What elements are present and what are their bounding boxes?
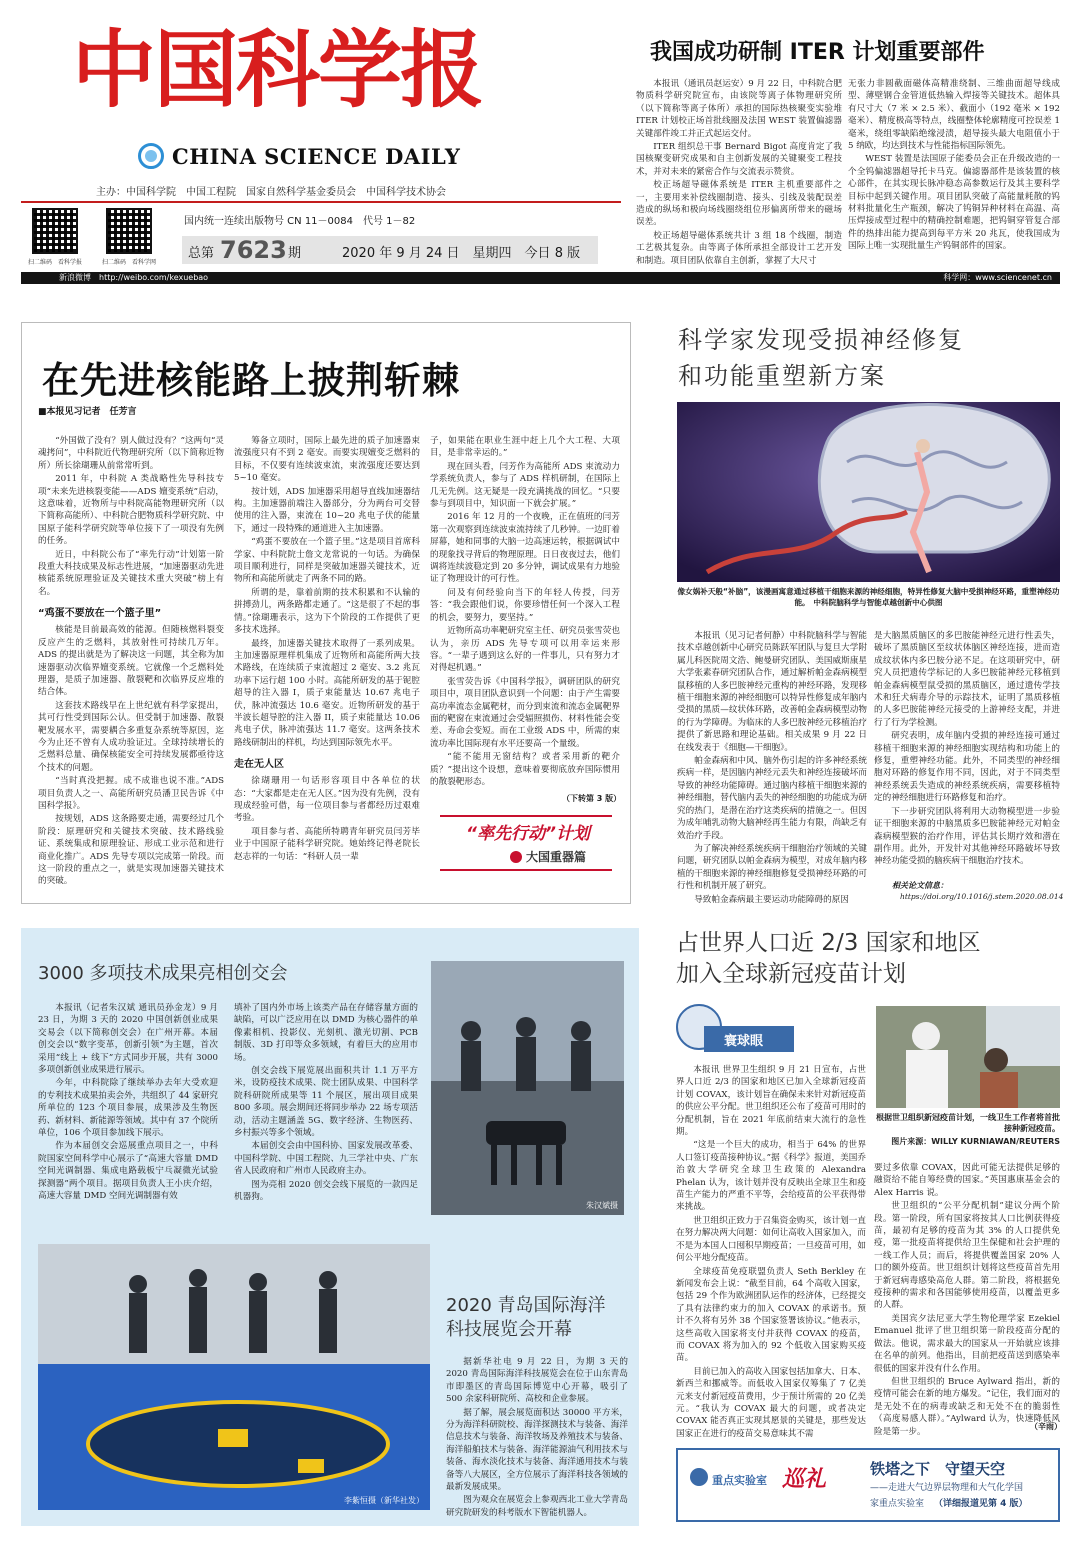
paragraph: 要过多依靠 COVAX，因此可能无法提供足够的融资给不能自筹经费的国家。”英国惠康基金会的 Alex Harris 说。 <box>874 1163 1060 1198</box>
issue-prefix: 总第 <box>188 246 215 261</box>
iter-headline: 我国成功研制 ITER 计划重要部件 <box>650 40 985 65</box>
subheading: 走在无人区 <box>234 759 284 771</box>
paragraph: “这是一个巨大的成功，相当于 64% 的世界人口签订疫苗接种协议。”据《科学》报道，美国乔治敦大学研究全球卫生政策的 Alexandra Phelan 认为，该计划并没有反映出全球卫生和疫苗生产能力的严重不平等，会给疫苗的公平获得带来挑战。 <box>676 1140 866 1213</box>
nerve-headline <box>678 322 964 394</box>
lab-label-tour: 巡礼 <box>782 1466 827 1492</box>
weibo-link[interactable]: 新浪微博 http://weibo.com/kexuebao <box>59 273 209 282</box>
issue-suffix: 期 <box>288 246 302 261</box>
paragraph: 本报讯（见习记者何静）中科院脑科学与智能技术卓越创新中心研究员陈跃军团队与复旦大学附属儿科医院周文浩、鲍曼研究团队、美国威斯康星大学张素春研究团队合作，通过解析帕金森病模型鼠移植的人多巴胺神经元重构的神经环路，发现移植干细胞来源的神经细胞可以特异性修复成年脑内受损的黑质—纹状体环路，改善帕金森病模型动物的行为学障碍。为临床的人多巴胺神经元移植治疗提供了新思路和理论基础。相关成果 9 月 22 日在线发表于《细胞—干细胞》。 <box>677 631 867 753</box>
paragraph: 目前已加入的高收入国家包括加拿大、日本、新西兰和挪威等。而低收入国家仅筹集了 7 亿美元来支付新冠疫苗费用，少于预计所需的 20 亿美元。“我认为 COVAX 最大的问题，或者决定 COVAX 能否真正实现其愿景的关键是，那些发达国家正在进行的疫苗交易意味其不需 <box>676 1366 866 1439</box>
expo-column-1 <box>38 1002 218 1202</box>
issue-number: 7623 <box>220 236 287 264</box>
robot-dog-photo <box>431 961 624 1215</box>
lab-icon <box>690 1468 708 1486</box>
lab-label: 重点实验室 <box>712 1474 767 1487</box>
paragraph: 据新华社电 9 月 22 日，为期 3 天的 2020 青岛国际海洋科技展览会在位于山东青岛市即墨区的青岛国际博览中心开幕，吸引了 500 余家科研院所、高校和企业参展。 <box>446 1357 628 1405</box>
lab-subtitle: 家重点实验室 <box>870 1499 925 1509</box>
paragraph: 近物所高功率靶研究室主任、研究员张雪荧也认为，亲历 ADS 先导专项可以用幸运来形容。“一辈子遇到这么好的一件事儿，只有努力才对得起机遇。” <box>430 626 620 674</box>
headline-line: 科学家发现受损神经修复 <box>678 326 964 354</box>
paragraph: 校正场超导磁体系统是 ITER 主机重要部件之一，主要用来补偿线圈制造、接头、引线及装配误差造成的纵场和极向场线圈绕组位形偏离所带来的磁场误差。 <box>636 180 842 228</box>
paragraph: 图为亮相 2020 创交会线下展览的一款四足机器狗。 <box>234 1179 418 1203</box>
masthead-logo: 中国科学报 <box>72 20 483 119</box>
paragraph: 本报讯（记者朱汉斌 通讯员孙金龙）9 月 23 日，为期 3 天的 2020 中国创新创业成果交易会（以下简称创交会）在广州开幕。本届创交会以“数字变革，创新引领”为主题，首次采用“线上 + 线下”方式同步开展，共有 3000 多项创新创业成果进行展示。 <box>38 1003 218 1076</box>
lead-column-2 <box>234 435 420 895</box>
campaign-subtitle: 大国重器篇 <box>526 850 587 864</box>
lead-byline: ■本报见习记者 任芳言 <box>38 407 137 417</box>
nerve-column-2 <box>874 630 1060 870</box>
paragraph: 本报讯（通讯员赵运安）9 月 22 日，中科院合肥物质科学研究院宣布，由该院等离子体物理研究所（以下简称等离子体所）承担的国际热核聚变实验堆 ITER 计划校正场首批线圈及法国 WEST 装置偏滤器关键部件竣工并正式起运交付。 <box>636 79 842 139</box>
lab-reference: （详细报道见第 4 版） <box>934 1499 1028 1509</box>
paragraph: 核能是目前最高效的能源。但随核燃料裂变反应产生的乏燃料，其放射性可持续几万年。ADS 的提出就是为了解决这一问题，其全称为加速器驱动次临界嬗变系统。它就像一个乏燃料处理器，是质子加速器、散裂靶和次临界反应堆的结合体。 <box>38 625 224 698</box>
paragraph: 现在回头看，闫芳作为高能所 ADS 束流动力学系统负责人，参与了 ADS 样机研制，在国际上几无先例。这无疑是一段充满挑战的回忆。“只要参与到项目中，知识面一下就会扩展。” <box>430 461 620 510</box>
paragraph: 世卫组织正致力于召集资金购买，该计划一直在努力解决两大问题：如何让高收入国家加入，而不是为本国人口囤积早期疫苗；一旦疫苗可用，如何公平地分配疫苗。 <box>676 1215 866 1264</box>
nerve-caption: 像女娲补天般“补脑”，该漫画寓意通过移植干细胞来源的神经细胞，特异性修复大脑中受损神经环路，重塑神经功能。 中科院脑科学与智能卓越创新中心供图 <box>677 587 1060 607</box>
vaccine-headline <box>676 928 981 990</box>
iter-column-1 <box>636 78 842 266</box>
paragraph: 创交会线下展览展出面积共计 1.1 万平方米，设防疫技术成果、院士团队成果、中国科学院科研院所成果等 11 个展区，展出项目成果 800 多项。展会期间还将同步举办 22 场专项活动，活动主题涵盖 5G、数字经济、生物医药、乡村振兴等多个领域。 <box>234 1066 418 1139</box>
expo-headline: 3000 多项技术成果亮相创交会 <box>38 963 288 984</box>
robot-dog-icon <box>431 961 624 1215</box>
vaccine-author: （辛雨） <box>1030 1422 1062 1431</box>
qr-code-icon[interactable] <box>106 208 152 254</box>
paragraph: “外国做了没有？别人做过没有？”这两句“灵魂拷问”，中科院近代物理研究所（以下简称近物所）所长徐瑚珊从前常常听到。 <box>38 436 224 471</box>
star-badge-icon <box>510 851 522 863</box>
headline-line: 科技展览会开幕 <box>446 1319 572 1340</box>
paragraph: 图为观众在展览会上参观西北工业大学青岛研究院研发的科考版水下智能机器人。 <box>446 1495 628 1518</box>
paragraph: 所谓的是，靠着前期的技术积累和不认输的拼搏劲儿，两条路都走通了。“这是很了不起的事情。”徐瑚珊表示，这为下个阶段的工作提供了更多技术选择。 <box>234 587 420 636</box>
lab-tour-box[interactable] <box>676 1448 1060 1522</box>
brain-illustration-icon <box>677 402 1060 582</box>
headline-line: 和功能重塑新方案 <box>678 362 886 390</box>
paragraph: 但世卫组织的 Bruce Aylward 指出，新的疫情可能会在新的地方爆发。“记住，我们面对的是无处不在的病毒或缺乏和无处不在的脆弱性（高度易感人群）。”Aylward 认为，快速降低风险是第一步。 <box>874 1376 1060 1437</box>
paragraph: 下一步研究团队将利用大动物模型进一步验证干细胞来源的中脑黑质多巴胺能神经元对帕金森病模型猴的治疗作用，评估其长期疗效和潜在副作用。此外，开发针对其他神经环路破坏导致神经功能受损的脑疾病干细胞治疗技术。 <box>874 806 1060 867</box>
vaccine-column-1 <box>676 1064 866 1439</box>
paragraph: 2016 年 12 月的一个夜晚，正在值班的闫芳第一次观察到连续波束流持续了几秒钟。一边盯着屏幕，她和同事的大脑一边高速运转，根据调试中的现象找寻背后的物理原理。日日夜夜过去，他们调将连续波稳定到 20 多分钟，调试成果有力地验证了物理设计的可行性。 <box>430 512 620 585</box>
marine-expo-photo <box>38 1244 430 1510</box>
underwater-robot-icon <box>38 1244 430 1510</box>
paragraph: 校正场超导磁体系统共计 3 组 18 个线圈，制造工艺极其复杂。由等离子体所承担全部设计工艺开发和制造。项目团队依靠自主创新，掌握了大尺寸 <box>636 230 842 266</box>
photo-credit: 李紫恒摄（新华社发） <box>344 1496 424 1505</box>
paragraph: 按规划，ADS 这条路要走通，需要经过几个阶段：原理研究和关键技术突破、技术路线验证、系统集成和原理验证、形成工业示范和进行商业化推广。ADS 先导专项以完成第一阶段。而这一阶段的重点之一，就是实现加速器关键技术的突破。 <box>38 814 224 887</box>
date-line: 2020 年 9 月 24 日 星期四 今日 8 版 <box>342 246 581 261</box>
sponsors-line: 主办：中国科学院 中国工程院 国家自然科学基金委员会 中国科学技术协会 <box>96 187 446 198</box>
vaccine-photo-credit: 图片来源：WILLY KURNIAWAN/REUTERS <box>891 1137 1060 1146</box>
paragraph: 今年，中科院除了继续举办去年大受欢迎的专利技术成果拍卖会外，共组织了 44 家研究所单位的 123 个项目参展，成果涉及生物医药、新材料、新能源等领域。其中有 37 个院所单位，106 个项目参加线下展示。 <box>38 1078 218 1139</box>
headline-line: 2020 青岛国际海洋 <box>446 1295 606 1316</box>
publication-number: 国内统一连续出版物号 CN 11－0084 代号 1－82 <box>184 216 416 227</box>
column-name: 寰球眼 <box>724 1034 764 1049</box>
paragraph: 这套技术路线早在上世纪就有科学家提出，其可行性受到国际公认。但受制于加速器、散裂靶发展水平，需要耦合多重复杂系统等原因，迄今为止还不曾有人成功验证过。全球持续增长的乏燃料总量、确保核能安全可持续发展都亟待这个技术的问题。 <box>38 700 224 773</box>
paragraph: 美国宾夕法尼亚大学生物伦理学家 Ezekiel Emanuel 批评了世卫组织第一阶段疫苗分配的做法。他说，需求最大的国家从一开始就应该排在名单的前列。他指出，目前把疫苗送到感染率很低的国家并没有什么作用。 <box>874 1313 1060 1374</box>
photo-credit: 朱汉斌摄 <box>586 1201 618 1210</box>
paragraph: 子，如果能在职业生涯中赶上几个大工程、大项目，是非常幸运的。” <box>430 436 620 459</box>
iter-column-2 <box>848 78 1060 266</box>
paragraph: 张雪荧告诉《中国科学报》，调研团队的研究项目中，项目团队意识到一个问题：由于产生需要高功率流态金属靶材，而分到束流和流态金属靶界面的靶窗在束流通过会受辐照损伤、材料性能会变差、寿命会变短。而在工业级 ADS 中，所需的束流功率比国际现有水平还要高一个量级。 <box>430 676 620 749</box>
nerve-illustration <box>677 402 1060 582</box>
paragraph: 据了解，展会展览面积达 30000 平方米，分为海洋科研院校、海洋探测技术与装备、海洋信息技术与装备、海洋牧场及养殖技术与装备、海洋船舶技术与装备、海洋能源油气利用技术与装备、海水淡化技术与装备、海洋通用技术与装备等八大展区，全方位展示了海洋科技各领域的最新发展成果。 <box>446 1407 628 1493</box>
lead-column-3 <box>430 435 620 793</box>
campaign-badge <box>440 815 612 871</box>
paragraph: 按计划，ADS 加速器采用超导直线加速器结构。主加速器前端注入器部分，分为两台可交替使用的注入器，束流在 10~20 兆电子伏的能量下，通过一段特殊的通道进入主加速器。 <box>234 486 420 534</box>
campaign-title: “率先行动”计划 <box>466 824 590 844</box>
paragraph: 世卫组织的“公平分配机制”建议分两个阶段。第一阶段，所有国家将按其人口比例获得疫苗，最初有足够的疫苗为其 3% 的人口提供免疫，第一批疫苗将提供给卫生保健和社会护理的一线工作人员；而后，将提供覆盖国家 20% 人口的额外疫苗。世卫组织计划将这些疫苗首先用于新冠病毒感染高危人群。第二阶段，将根据免疫接种的需求和各国能够使用疫苗，以覆盖更多的人群。 <box>874 1201 1060 1311</box>
vaccine-photo <box>876 1006 1060 1108</box>
paragraph: “能不能用无窗结构？或者采用新的靶介质？”提出这个设想，意味着要彻底放弃国际惯用的散裂靶形态。 <box>430 752 620 787</box>
marine-headline <box>446 1294 606 1342</box>
paragraph: 无张力非圆截面磁体高精准绕制、三维曲面超导线成型、薄壁钢合金管道低热输入焊接等关键技术。超体具有尺寸大（7 米 × 2.5 米）、截面小（192 毫米 × 192 毫米）、精度极高等特点，线圈整体轮廓精度可控误差 1 毫米，绕组零缺陷绝缘浸渍，超导接头最大电阻值小于 5 纳欧，均达到技术与性能指标国际领先。 <box>848 79 1060 152</box>
expo-column-2 <box>234 1002 418 1203</box>
paragraph: 帕金森病和中风、脑外伤引起的许多神经系统疾病一样，是因脑内神经元丢失和神经连接破坏而导致的神经功能障碍。通过脑内移植干细胞来源的神经细胞，替代脑内丢失的神经细胞的功能成为研究的热门，是潜在治疗这类疾病的措施之一。但因为成年哺乳动物大脑神经再生能力有限，尚缺乏有效治疗手段。 <box>677 756 867 841</box>
qr2-caption: 扫二维码 看科学网 <box>102 259 157 266</box>
column-badge <box>676 1004 794 1056</box>
qr1-caption: 扫二维码 看科学报 <box>28 259 83 266</box>
related-paper-label: 相关论文信息： <box>892 880 948 890</box>
paragraph: “鸡蛋不要放在一个篮子里。”这是项目首席科学家、中科院院士詹文龙常说的一句话。为确保项目顺利进行，同样是突破加速器关键技术，近物所和高能所就走了两条不同的路。 <box>234 537 420 585</box>
paragraph: 最终，加速器关键技术取得了一系列成果。主加速器原理样机集成了近物所和高能所两大技术路线，在连续质子束流超过 2 毫安、3.2 兆瓦功率下运行超 100 小时。高能所研发的基于铌腔超导的注入器 I，质子束能量达 10.67 兆电子伏，脉冲流强达 10.6 毫安。近物所研发的基于半波长超导腔的注入器 II，质子束能量达 10.06 兆电子伏，脉冲流强达 11.7 毫安。这两条技术路线研制出的样机，均达到国际领先水平。 <box>234 638 420 748</box>
paragraph: WEST 装置是法国原子能委员会正在升级改造的一个全钨偏滤器超导托卡马克。偏滤器部件是该装置的核心部件，在其实现长脉冲稳态高参数运行及其主要科学目标中起到关键作用。项目团队突破了高能量耗散的钨材料批量化生产瓶颈，解决了钨铜异种材料在高温、高压焊接成型过程中的精确控制难题，把钨铜穿管复合部件的热排出能力提高到每平方米 20 兆瓦，使我国成为国际上唯一实现批量生产钨铜部件的国家。 <box>848 154 1060 252</box>
lead-headline: 在先进核能路上披荆斩棘 <box>42 359 460 402</box>
continued-note[interactable]: （下转第 3 版） <box>562 794 622 803</box>
top-info-bar <box>21 272 1060 284</box>
lab-title: 铁塔之下 守望天空 <box>870 1460 1006 1478</box>
paragraph: “当时真没把握。成不成谁也说不准。”ADS 项目负责人之一、高能所研究员潘卫民告诉《中国科学报》。 <box>38 776 224 811</box>
masthead-divider <box>21 201 621 203</box>
website-link[interactable]: 科学网：www.sciencenet.cn <box>943 273 1052 282</box>
paragraph: 研究表明，成年脑内受损的神经连接可通过移植干细胞来源的神经细胞实现结构和功能上的修复，重塑神经功能。此外，不同类型的神经细胞对环路的修复作用不同，因此，对于不同类型神经系统丢失造成的神经系统疾病，需要移植特定的神经细胞进行环路修复和治疗。 <box>874 731 1060 804</box>
doi-link[interactable]: https://doi.org/10.1016/j.stem.2020.08.014 <box>900 892 1064 901</box>
paragraph: 全球疫苗免疫联盟负责人 Seth Berkley 在新闻发布会上说：“截至目前，64 个高收入国家，包括 29 个作为欧洲团队运作的经济体，已经提交了具有法律约束力的加入 COVAX 的承诺书。预计不久将有另外 38 个国家签署该协议。”他表示，这些高收入国家将支付并获得 COVAX 的疫苗，而 COVAX 将为加入的 92 个低收入国家购买疫苗。 <box>676 1266 866 1364</box>
health-worker-icon <box>876 1006 1060 1108</box>
lead-column-1 <box>38 435 224 895</box>
qr-code-icon[interactable] <box>32 208 78 254</box>
vaccine-photo-caption: 根据世卫组织新冠疫苗计划，一线卫生工作者将首批接种新冠疫苗。 <box>876 1113 1060 1133</box>
paragraph: 项目参与者、高能所特聘青年研究员闫芳毕业于中国原子能科学研究院。她始终记得老院长赵志祥的一句话：“科研人员一辈 <box>234 826 420 862</box>
masthead-english-title: CHINA SCIENCE DAILY <box>172 144 461 169</box>
paragraph: 本届创交会由中国科协、国家发展改革委、中国科学院、中国工程院、九三学社中央、广东省人民政府和广州市人民政府主办。 <box>234 1141 418 1177</box>
paragraph: 2011 年，中科院 A 类战略性先导科技专项“未来先进核裂变能——ADS 嬗变系统”启动，这意味着，近物所与中科院高能物理研究所（以下简称高能所）、中科院合肥物质科学研究院、中国原子能科学研究院等单位接下了一项没有先例的任务。 <box>38 474 224 547</box>
paragraph: 是大脑黑质脑区的多巴胺能神经元进行性丢失，破坏了黑质脑区至纹状体脑区神经连接，进而造成纹状体内多巴胺分泌不足。在这项研究中，研究人员把遗传学标记的人多巴胺能神经元移植到帕金森病模型鼠受损的黑质脑区，通过遗传学技术和狂犬病毒介导的示踪技术，证明了黑质移植的人多巴胺能神经元接受的上游神经支配，并进行了行为学检测。 <box>874 631 1060 728</box>
paragraph: 近日，中科院公布了“率先行动”计划第一阶段重大科技成果及标志性进展，“加速器驱动先进核能系统原理验证及关键技术重大突破”榜上有名。 <box>38 549 224 597</box>
paragraph: 为了解决神经系统疾病干细胞治疗领域的关键问题，研究团队以帕金森病为模型，对成年脑内移植的干细胞来源的神经细胞修复受损神经环路的可行性和机制开展了研究。 <box>677 843 867 892</box>
paragraph: 徐瑚珊用一句话形容项目中各单位的状态：“大家都是走在无人区。”因为没有先例，没有现成经验可借，每一位项目参与者都经历过艰难考验。 <box>234 776 420 824</box>
issue-bar <box>182 236 598 264</box>
headline-line: 占世界人口近 2/3 国家和地区 <box>676 930 981 956</box>
paragraph: 筹备立项时，国际上最先进的质子加速器束流强度只有不到 2 毫安。而要实现嬗变乏燃料的目标，不仅要有连续波束流，束流强度还要达到 5~10 毫安。 <box>234 436 420 484</box>
marine-body <box>446 1356 628 1516</box>
lab-subtitle: ——走进大气边界层物理和大气化学国 <box>870 1483 1024 1493</box>
subheading: “鸡蛋不要放在一个篮子里” <box>38 608 162 620</box>
paragraph: 作为本届创交会巡展重点项目之一，中科院国家空间科学中心展示了“高速大容量 DMD 空间光调制器、集成电路载板宁乓凝微光试验探测器”两个项目。据项目负责人王小庆介绍，高速大容量 DMD 空间光调制器有效 <box>38 1141 218 1202</box>
headline-line: 加入全球新冠疫苗计划 <box>676 961 906 987</box>
paragraph: ITER 组织总干事 Bernard Bigot 高度肯定了我国核聚变研究成果和自主创新发展的关键聚变工程技术，并对未来的紧密合作与交流表示赞赏。 <box>636 142 842 177</box>
nerve-column-1 <box>677 630 867 908</box>
paragraph: 本报讯 世界卫生组织 9 月 21 日宣布，占世界人口近 2/3 的国家和地区已加入全球新冠疫苗计划 COVAX，该计划旨在确保未来针对新冠疫苗的供应公平分配。世卫组织还公布了疫苗可用时的分配机制，旨在 2021 年底前结束大流行的急性期。 <box>676 1065 866 1138</box>
paragraph: 问及有何经验向当下的年轻人传授，闫芳答：“我会跟他们说，你要珍惜任何一个深入工程的机会，要努力，要坚持。” <box>430 587 620 623</box>
paragraph: 填补了国内外市场上该类产品在存储容量方面的缺陷，可以广泛应用在以 DMD 为核心器件的单像素相机、投影仪、光刻机、激光切割、PCB 制版、3D 打印等众多领域，有着巨大的应用市场。 <box>234 1003 418 1063</box>
globe-icon <box>138 143 164 169</box>
paragraph: 导致帕金森病最主要运动功能障碍的原因 <box>694 894 849 905</box>
